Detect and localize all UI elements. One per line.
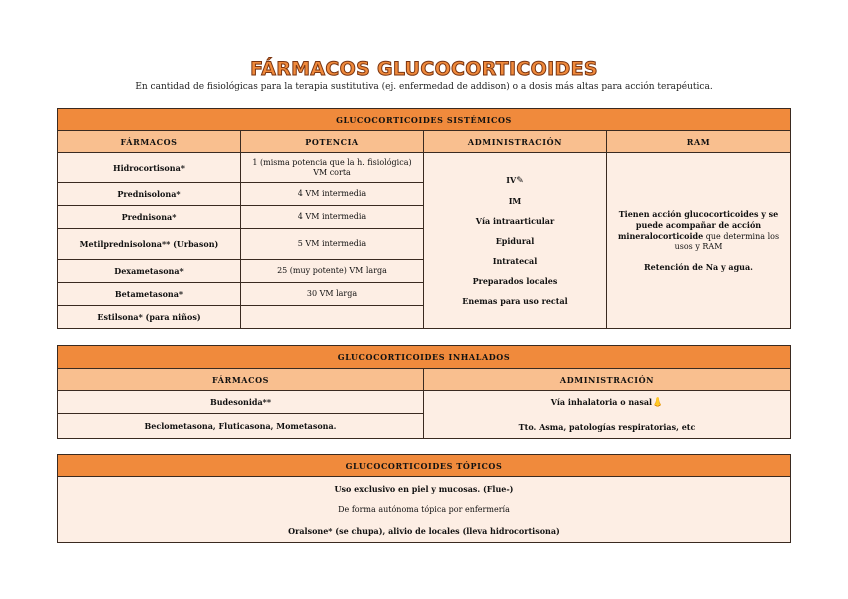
farmaco-cell: Metilprednisolona** (Urbason) bbox=[58, 229, 241, 260]
admin-locales: Preparados locales bbox=[472, 276, 558, 286]
inhaled-table bbox=[57, 345, 791, 439]
farmaco-cell: Budesonida** bbox=[58, 391, 424, 414]
col-potencia: POTENCIA bbox=[241, 131, 424, 153]
page-subtitle: En cantidad de fisiológicas para la terapia sustitutiva (ej. enfermedad de addison) o a dosis más altas para acción terapéutica. bbox=[135, 82, 713, 92]
col-ram: RAM bbox=[607, 131, 791, 153]
col-administracion: ADMINISTRACIÓN bbox=[424, 131, 607, 153]
page-title: FÁRMACOS GLUCOCORTICOIDES bbox=[250, 58, 598, 80]
potencia-cell: 1 (misma potencia que la h. fisiológica) VM corta bbox=[241, 153, 424, 183]
potencia-cell bbox=[241, 306, 424, 329]
admin-epidural: Epidural bbox=[495, 236, 535, 246]
ram-accion: Tienen acción glucocorticoides y se puede acompañar de acción mineralocorticoide bbox=[617, 209, 779, 241]
admin-intraarticular: Vía intraarticular bbox=[475, 216, 555, 226]
farmaco-cell: Prednisona* bbox=[58, 206, 241, 229]
farmaco-cell: Beclometasona, Fluticasona, Mometasona. bbox=[58, 414, 424, 439]
potencia-cell: 30 VM larga bbox=[241, 283, 424, 306]
potencia-cell: 4 VM intermedia bbox=[241, 206, 424, 229]
col-farmacos: FÁRMACOS bbox=[58, 369, 424, 391]
admin-enemas: Enemas para uso rectal bbox=[462, 296, 568, 306]
farmaco-cell: Estilsona* (para niños) bbox=[58, 306, 241, 329]
col-farmacos: FÁRMACOS bbox=[58, 131, 241, 153]
farmaco-cell: Dexametasona* bbox=[58, 260, 241, 283]
ram-usos: que determina los usos y RAM bbox=[674, 232, 780, 251]
col-administracion: ADMINISTRACIÓN bbox=[424, 369, 791, 391]
potencia-cell: 4 VM intermedia bbox=[241, 183, 424, 206]
pencil-icon: ✎ bbox=[516, 176, 524, 186]
topical-body bbox=[58, 477, 791, 543]
topical-line: Uso exclusivo en piel y mucosas. (Flue-) bbox=[334, 483, 514, 494]
admin-im: IM bbox=[508, 196, 522, 206]
admin-intratecal: Intratecal bbox=[492, 256, 538, 266]
inhaled-admin-cell bbox=[424, 391, 791, 439]
ram-retencion: Retención de Na y agua. bbox=[644, 262, 753, 272]
potencia-cell: 5 VM intermedia bbox=[241, 229, 424, 260]
inhaled-header: GLUCOCORTICOIDES INHALADOS bbox=[58, 346, 791, 369]
admin-inhalatoria: Vía inhalatoria o nasal bbox=[550, 397, 653, 407]
topical-table bbox=[57, 454, 791, 543]
systemic-table bbox=[57, 108, 791, 329]
farmaco-cell: Prednisolona* bbox=[58, 183, 241, 206]
potencia-cell: 25 (muy potente) VM larga bbox=[241, 260, 424, 283]
admin-asma: Tto. Asma, patologías respiratorias, etc bbox=[518, 422, 696, 432]
farmaco-cell: Hidrocortisona* bbox=[58, 153, 241, 183]
topical-line: Oralsone* (se chupa), alivio de locales (lleva hidrocortisona) bbox=[288, 525, 560, 536]
topical-header: GLUCOCORTICOIDES TÓPICOS bbox=[58, 455, 791, 477]
nose-icon: 👃 bbox=[652, 398, 664, 408]
ram-cell bbox=[607, 153, 791, 329]
topical-line: De forma autónoma tópica por enfermería bbox=[338, 504, 510, 514]
administracion-cell bbox=[424, 153, 607, 329]
systemic-header: GLUCOCORTICOIDES SISTÉMICOS bbox=[58, 109, 791, 131]
farmaco-cell: Betametasona* bbox=[58, 283, 241, 306]
admin-iv: IV bbox=[506, 175, 517, 185]
